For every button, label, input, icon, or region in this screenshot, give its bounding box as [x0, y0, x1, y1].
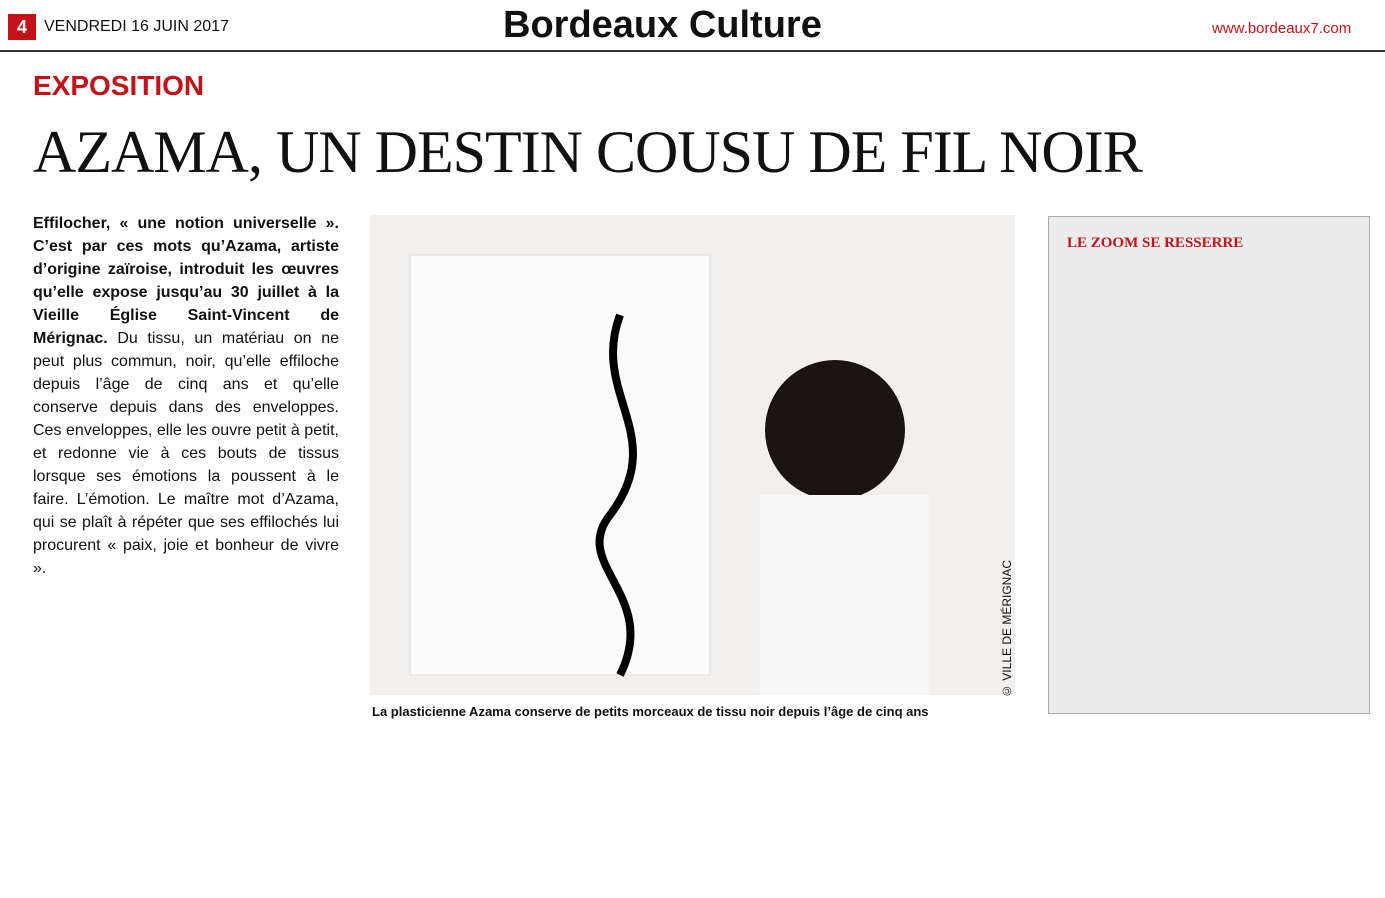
website-link[interactable]: www.bordeaux7.com — [1212, 20, 1352, 37]
sidebar-title: LE ZOOM SE RESSERRE — [1067, 235, 1244, 251]
article-column-1 — [33, 212, 339, 580]
issue-date: VENDREDI 16 JUIN 2017 — [44, 18, 229, 35]
page-number: 4 — [8, 14, 36, 40]
lead: Effilocher, « une notion universelle ». C’est par ces mots qu’Azama, artiste d’origine zaïroise, introduit les œuvres qu’elle expose jusqu’au 30 juillet à la Vieille Église Saint-Vincent de Mérignac. — [33, 215, 339, 347]
photo-caption: La plasticienne Azama conserve de petits morceaux de tissu noir depuis l’âge de cinq ans — [372, 704, 929, 719]
kicker: EXPOSITION — [33, 70, 205, 101]
photo-credit: © VILLE DE MÉRIGNAC — [1000, 560, 1014, 699]
header — [0, 0, 1385, 52]
headline: AZAMA, UN DESTIN COUSU DE FIL NOIR — [33, 119, 1142, 185]
article-photo — [370, 215, 1015, 695]
section-title: Bordeaux Culture — [503, 4, 822, 46]
body-text: Du tissu, un matériau on ne peut plus commun, noir, qu’elle effiloche depuis l’âge de cinq ans et qu’elle conserve depuis dans des enveloppes. Ces enveloppes, elle les ouvre petit à petit, et redonne vie à ces bouts de tissus lorsque ses émotions la poussent à le faire. L’émotion. Le maître mot d’Azama, qui se plaît à répéter que ses effilochés lui procurent « paix, joie et bonheur de vivre ». — [33, 330, 339, 577]
photo-illustration — [370, 215, 1015, 695]
sidebar-box — [1048, 216, 1370, 714]
